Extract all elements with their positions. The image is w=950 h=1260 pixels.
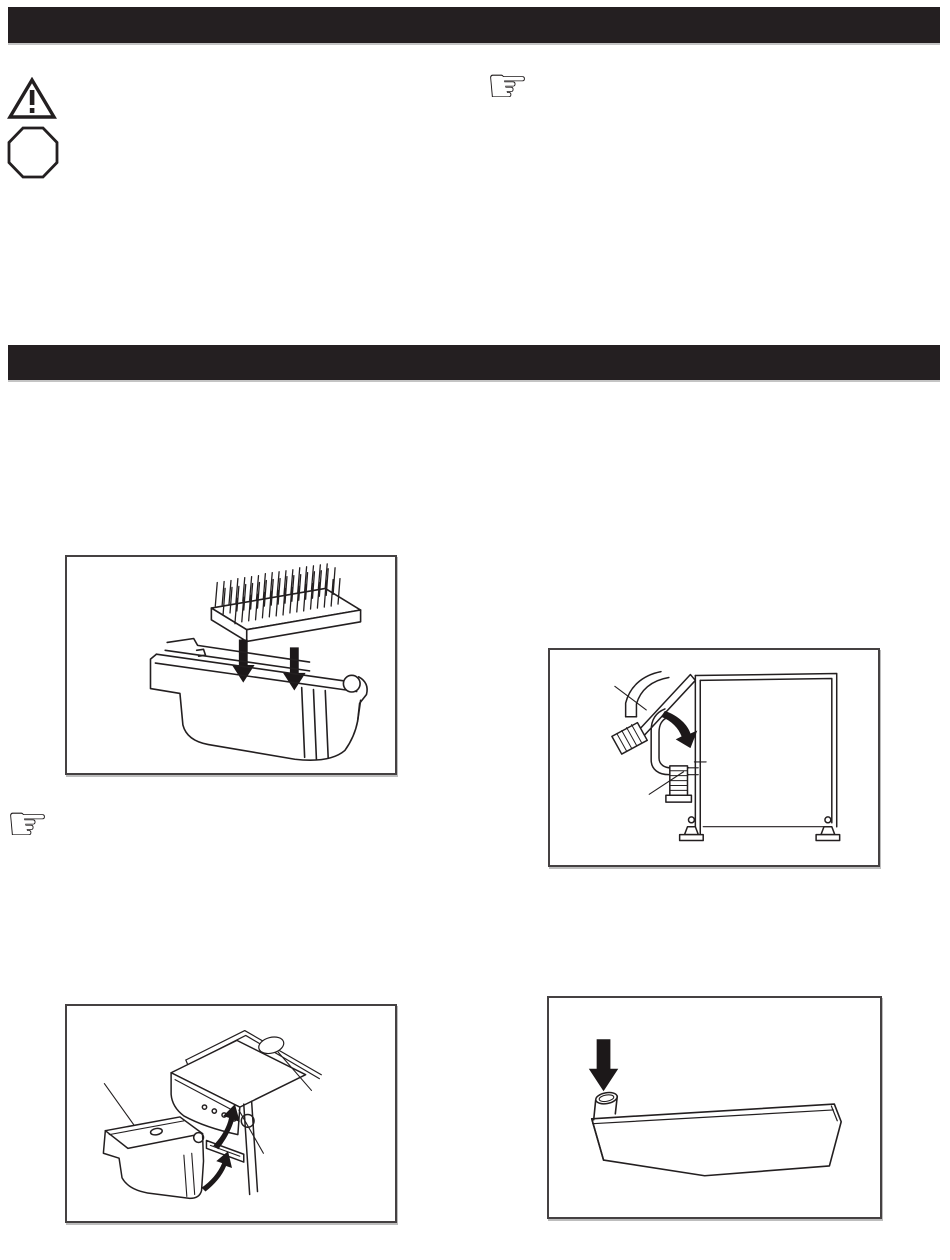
tray-plug: [594, 1091, 618, 1120]
brush-into-tray-drawing: [67, 557, 395, 773]
down-arrow-icon: [589, 1039, 618, 1091]
section-header-bar-top: [8, 7, 940, 43]
tray-mounting-drawing: [67, 1006, 395, 1221]
rotation-arrow: [661, 711, 697, 748]
stop-octagon-icon: [7, 126, 59, 179]
collection-tray: [103, 1117, 203, 1198]
pointing-hand-icon: ☞: [486, 58, 530, 114]
pointing-hand-icon: ☞: [6, 796, 50, 852]
figure-tray-mounting: [65, 1004, 397, 1223]
machine-body: [695, 674, 836, 840]
wire-brush: [211, 564, 360, 642]
drip-tray: [592, 1104, 841, 1176]
figure-drip-tray-plug: [547, 996, 882, 1219]
section-header-bar-middle: [8, 345, 940, 380]
warning-triangle-icon: [7, 77, 57, 120]
collection-tray: [150, 638, 367, 760]
machine-foot: [680, 817, 840, 841]
figure-machine-side-clamp: [548, 648, 880, 867]
drip-tray-plug-drawing: [549, 998, 880, 1217]
machine-side-clamp-drawing: [550, 650, 878, 865]
figure-brush-into-tray: [65, 555, 397, 775]
